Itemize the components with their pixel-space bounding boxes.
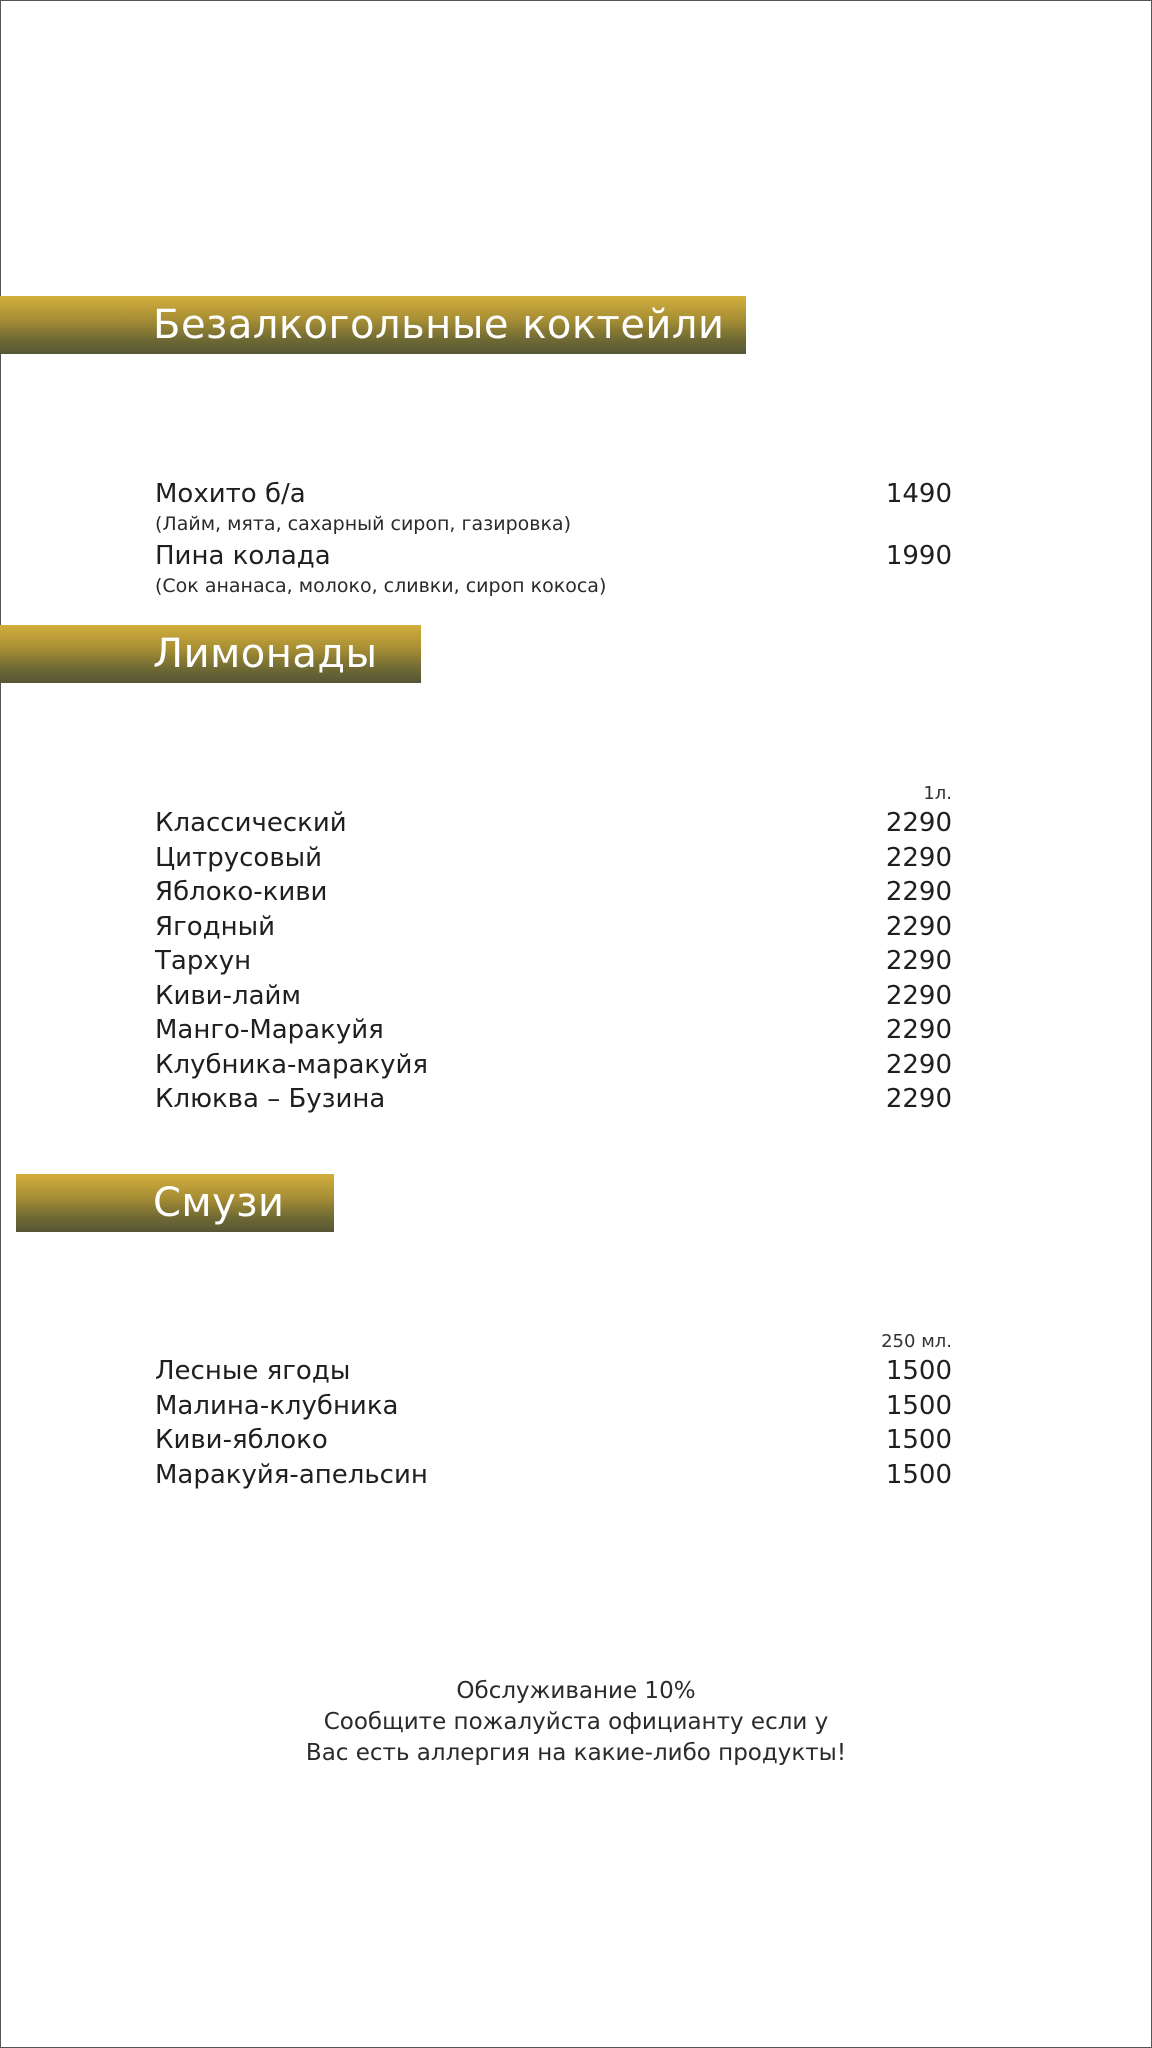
list-item [155, 478, 952, 540]
item-price: 2290 [885, 911, 952, 942]
item-name: Маракуйя-апельсин [155, 1459, 428, 1490]
list-item [155, 808, 952, 843]
item-price: 2290 [885, 842, 952, 873]
item-name: Киви-лайм [155, 980, 302, 1011]
item-name: Мохито б/а [155, 479, 306, 509]
list-item [155, 1050, 952, 1085]
section-title-lemonades: Лимонады [153, 631, 378, 677]
list-item [155, 1356, 952, 1391]
volume-label: 1л. [923, 783, 952, 804]
item-price: 2290 [885, 1049, 952, 1080]
cocktails-list [155, 478, 952, 602]
allergy-notice-line-1: Сообщите пожалуйста официанту если у [323, 1709, 829, 1735]
item-price: 2290 [885, 946, 952, 976]
list-item [155, 1425, 952, 1460]
item-price: 2290 [885, 980, 952, 1011]
item-price: 2290 [885, 808, 952, 838]
item-name: Яблоко-киви [155, 877, 328, 907]
item-name: Манго-Маракуйя [155, 1015, 384, 1045]
service-charge-text: Обслуживание 10% [456, 1678, 696, 1704]
section-banner-lemonades [0, 625, 421, 683]
smoothies-list [155, 1328, 952, 1494]
item-price: 1500 [885, 1390, 952, 1421]
list-item [155, 540, 952, 602]
list-item [155, 1391, 952, 1426]
item-price: 2290 [885, 1084, 952, 1114]
footer-notice [0, 1676, 1152, 1769]
item-price: 1500 [885, 1425, 952, 1455]
list-item [155, 912, 952, 947]
volume-label: 250 мл. [881, 1331, 952, 1352]
item-name: Классический [155, 808, 347, 838]
section-title-cocktails: Безалкогольные коктейли [153, 302, 725, 348]
list-item [155, 843, 952, 878]
lemonades-list [155, 780, 952, 1119]
list-item [155, 946, 952, 981]
item-name: Пина колада [155, 541, 331, 571]
list-item [155, 981, 952, 1016]
item-price: 1990 [885, 541, 952, 571]
item-name: Киви-яблоко [155, 1425, 328, 1455]
item-price: 2290 [885, 877, 952, 907]
item-description: (Сок ананаса, молоко, сливки, сироп кокоса) [155, 575, 607, 597]
list-item [155, 877, 952, 912]
item-name: Лесные ягоды [155, 1356, 351, 1386]
item-price: 1500 [885, 1356, 952, 1386]
section-banner-smoothies [16, 1174, 334, 1232]
item-price: 1490 [885, 479, 952, 509]
list-item [155, 1460, 952, 1495]
allergy-notice-line-2: Вас есть аллергия на какие-либо продукты! [305, 1740, 847, 1766]
item-price: 1500 [885, 1459, 952, 1490]
item-name: Ягодный [155, 911, 276, 942]
section-title-smoothies: Смузи [153, 1180, 285, 1226]
item-name: Малина-клубника [155, 1390, 399, 1421]
section-banner-cocktails [0, 296, 746, 354]
item-name: Тархун [155, 946, 252, 976]
item-name: Клубника-маракуйя [155, 1049, 429, 1080]
item-name: Клюква – Бузина [155, 1084, 386, 1114]
list-item [155, 1015, 952, 1050]
list-item [155, 1084, 952, 1119]
item-price: 2290 [885, 1015, 952, 1045]
item-name: Цитрусовый [155, 842, 323, 873]
item-description: (Лайм, мята, сахарный сироп, газировка) [155, 513, 571, 535]
